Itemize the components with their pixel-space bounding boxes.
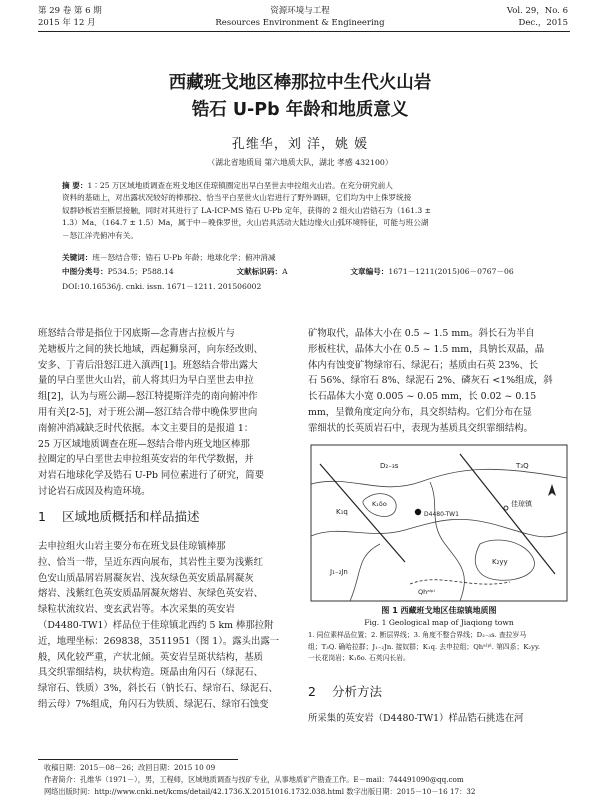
text-line: 具交织霏细结构，块状构造。斑晶由角闪石（绿泥石、 — [38, 667, 264, 679]
text-line: 霏细状的长英质岩石中，表现为基质具交织霏细结构。 — [308, 422, 534, 434]
text-line: 绿粒状流纹岩、变玄武岩等。本次采集的英安岩 — [38, 604, 235, 616]
text-line: 石 56%、绿帘石 8%、绿泥石 2%、磷灰石 <1%组成，斜 — [308, 375, 553, 387]
text-line: 色安山质晶屑岩屑凝灰岩、浅灰绿色英安质晶屑凝灰 — [38, 572, 254, 584]
text-line: 南俯冲消减缺乏时代依据。本文主要目的是报道 1： — [38, 422, 254, 434]
volume-issue-en: Vol. 29，No. 6 — [506, 6, 568, 16]
map-label-sample: D4480-TW1 — [424, 511, 459, 518]
text-line: 安多、丁青后沿怒江进入滇西[1]。班怒结合带出露大 — [38, 359, 258, 371]
doc-code-label: 文献标识码： — [236, 267, 283, 276]
text-line: 绢云母）7%组成，角闪石为铁质、绿泥石、绿帘石蚀变 — [38, 698, 269, 710]
doc-code: A — [282, 267, 288, 276]
text-line: 羌塘板片之间的狭长地域，西起狮泉河，向东经改则、 — [38, 343, 264, 355]
footnote-rule — [38, 759, 238, 760]
intro-paragraph — [38, 326, 296, 500]
section-2-heading — [308, 684, 570, 700]
map-label-k1do: K₁δo — [372, 500, 387, 508]
legend-line: 组；T₃Q. 确哈拉群；J₁₋₂Jn. 接奴群；K₁q. 去申拉组；Qhᵃˡᵖˡ. 第四系；K₂yy. — [308, 642, 541, 651]
text-line: 量的早白垩世火山岩，前人将其归为早白垩世去申拉 — [38, 375, 254, 387]
text-line: 拉圈定的早白垩世去申拉组英安岩的年代学数据，并 — [38, 454, 254, 466]
journal-name-en: Resources Environment & Engineering — [215, 18, 385, 28]
map-label-t3q: T₃Q — [516, 462, 529, 470]
text-line: 讨论岩石成因及构造环境。 — [38, 485, 151, 497]
section-1-heading — [38, 509, 296, 525]
header-rule — [38, 31, 570, 32]
abstract-line: －怒江洋壳俯冲有关。 — [62, 230, 138, 240]
article-no: 1671－1211(2015)06－0767－06 — [388, 267, 514, 276]
section-1-paragraph — [38, 539, 296, 713]
map-label-k1q: K₁q — [336, 508, 348, 516]
keywords — [62, 252, 562, 264]
authors: 孔维华，刘 洋，姚 媛 — [231, 137, 369, 152]
abstract-line: 资料的基础上，对出露状况较好的棒那拉、恰当平白垩世火山岩进行了野外调研，它们均为中上侏罗统接 — [62, 193, 412, 203]
map-frame — [311, 445, 567, 601]
text-line: 绿帘石、铁质）3%，斜长石（钠长石、绿帘石、绿泥石、 — [38, 683, 278, 695]
text-line: 用有关[2-5]，对于班公湖—怒江结合带中晚侏罗世向 — [38, 406, 258, 418]
geological-map-figure — [310, 444, 568, 602]
keywords-label: 关键词： — [62, 253, 93, 262]
author-bio: 作者简介：孔维华（1971－），男，工程师，区域地质调查与找矿专业，从事地质矿产勘查工作。E－mail：744491090@qq.com — [44, 775, 464, 784]
clc-code: P534.5；P588.14 — [107, 267, 174, 276]
legend-line: 一长花岗岩；K₁δo. 石英闪长岩。 — [308, 654, 410, 662]
footnotes — [44, 762, 574, 798]
map-label-k2yy: K₂yy — [492, 558, 508, 566]
sample-location-marker — [415, 509, 421, 515]
text-line: 组[2]，认为与班公湖—怒江特提斯洋壳的南向俯冲作 — [38, 391, 258, 403]
online-publication: 网络出版时间：http://www.cnki.net/kcms/detail/42.1736.X.20151016.1732.038.html 数字出版日期：2015－10－16 17：32 — [44, 787, 476, 796]
section-title: 分析方法 — [331, 684, 382, 699]
keywords-text: 班－怒结合带；锆石 U-Pb 年龄；地球化学；俯冲消减 — [92, 253, 276, 262]
text-line: 熔岩、浅紫红色英安质晶屑凝灰熔岩、灰绿色英安岩、 — [38, 588, 264, 600]
journal-name-cn: 资源环境与工程 — [270, 6, 330, 16]
map-label-j12jn: J₁₋₂Jn — [330, 568, 348, 576]
article-no-label: 文章编号： — [350, 267, 389, 276]
text-line: 去申拉组火山岩主要分布在班戈县佳琼镇棒那 — [38, 541, 226, 552]
abstract — [62, 180, 562, 242]
clc-label: 中图分类号： — [62, 267, 108, 276]
issue-date: 2015 年 12 月 — [38, 18, 96, 28]
classification-row — [62, 266, 562, 278]
section-title: 区域地质概括和样品描述 — [61, 509, 200, 524]
article-title-line2: 锆石 U-Pb 年龄和地质意义 — [191, 100, 409, 120]
map-label-qh: Qhᵃˡᵖˡ — [418, 588, 435, 596]
section-number: 1 — [38, 509, 46, 524]
text-line: （D4480-TW1）样品位于佳琼镇北西约 5 km 棒那拉附 — [38, 619, 274, 631]
abstract-line: 奴群砂板岩至断层接触，同时对其进行了 LA-ICP-MS 锆石 U-Pb 定年，获得的 2 组火山岩锆石为（161.3 ± — [62, 205, 431, 215]
abstract-line: 1.3）Ma、（164.7 ± 1.5）Ma，属于中－晚侏罗世，火山岩具活动大陆边缘火山弧环境特征，可能与班公湖 — [62, 218, 429, 228]
volume-issue: 第 29 卷 第 6 期 — [38, 6, 102, 16]
text-line: 形板柱状，晶体大小在 0.5 ~ 1.5 mm，具钠长双晶，晶 — [308, 343, 545, 355]
issue-date-en: Dec.，2015 — [518, 18, 568, 28]
article-title-line1: 西藏班戈地区棒那拉中生代火山岩 — [168, 73, 432, 93]
text-line: 近，地理坐标：269838，3511951（图 1）。露头出露一 — [38, 635, 280, 647]
text-line: mm，呈微角度定向分布，具交织结构。它们分布在显 — [308, 406, 533, 418]
abstract-label: 摘 要： — [62, 181, 88, 190]
figure-caption-en: Fig. 1 Geological map of Jiaqiong town — [364, 618, 514, 627]
map-label-town: 佳琼镇 — [511, 500, 532, 508]
town-marker — [504, 506, 508, 510]
section-number: 2 — [308, 684, 316, 699]
map-label-d23s: D₂₋₃s — [380, 462, 399, 470]
right-column-paragraph — [308, 326, 570, 437]
received-date: 收稿日期：2015－08－26；改回日期：2015 10 09 — [44, 763, 216, 772]
doi: DOI:10.16536/j. cnki. issn. 1671－1211. 201506002 — [62, 282, 262, 291]
affiliation: （湖北省地质局 第六地质大队，湖北 孝感 432100） — [207, 158, 393, 167]
text-line: 25 万区域地质调查在班—怒结合带内班戈地区棒那 — [38, 438, 250, 450]
text-line: 拉、恰当一带，呈近东西向展布，其岩性主要为浅紫红 — [38, 556, 264, 568]
abstract-line: 摘 要：1∶25 万区域地质调查在班戈地区佳琼镇圈定出早白垩世去申拉组火山岩。在充分研究前人 — [62, 181, 393, 190]
figure-caption-cn: 图 1 西藏班戈地区佳琼镇地质图 — [381, 606, 497, 615]
figure-legend — [308, 630, 570, 665]
legend-line: 1. 同位素样品位置；2. 断层界线；3. 角度不整合界线；D₂₋₃s. 查拉岁马 — [308, 631, 527, 639]
text-line: 体内有蚀变矿物绿帘石、绿泥石；基质由石英 23%、长 — [308, 359, 539, 371]
text-line: 长石晶体大小宽 0.005 ~ 0.05 mm，长 0.02 ~ 0.15 — [308, 391, 537, 403]
section-2-paragraph: 所采集的英安岩（D4480-TW1）样品锆石挑选在河 — [308, 713, 524, 724]
text-line: 般，风化较严重，产状北倾。英安岩呈斑状结构，基质 — [38, 651, 264, 663]
text-line: 班怒结合带是指位于冈底斯—念青唐古拉板片与 — [38, 328, 235, 339]
text-line: 矿物取代，晶体大小在 0.5 ~ 1.5 mm。斜长石为半自 — [308, 328, 535, 339]
text-line: 对岩石地球化学及锆石 U-Pb 同位素进行了研究，简要 — [38, 470, 265, 482]
